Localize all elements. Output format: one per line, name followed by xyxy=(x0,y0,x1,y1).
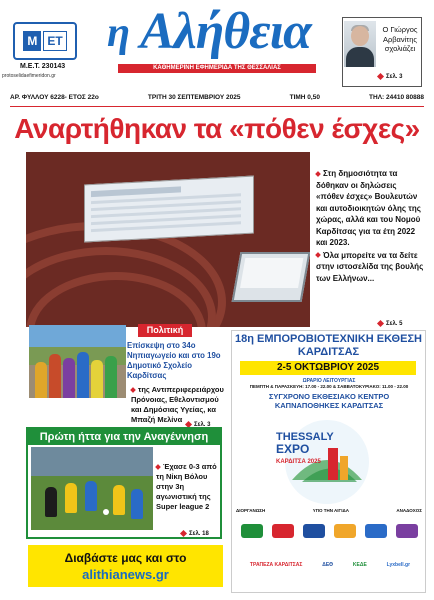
divider xyxy=(10,106,424,107)
expo-title: 18η ΕΜΠΟΡΟΒΙΟΤΕΧΝΙΚΗ ΕΚΘΕΣΗ ΚΑΡΔΙΤΣΑΣ xyxy=(234,333,422,358)
logo-line-2: EXPO xyxy=(276,442,310,456)
met-number: Μ.Ε.Τ. 230143 xyxy=(20,63,66,70)
sports-page-ref: Σελ. 18 xyxy=(181,531,209,537)
politics-section-label: Πολιτική xyxy=(138,324,192,337)
bullet-icon xyxy=(130,387,136,393)
expo-organizer-logos xyxy=(236,524,422,538)
logo-line-1: THESSALY xyxy=(276,431,334,443)
expo-hours xyxy=(236,378,422,390)
politics-page-ref: Σελ. 3 xyxy=(186,422,210,428)
thessaly-expo-logo xyxy=(262,410,392,505)
politics-photo xyxy=(29,325,126,398)
newspaper-title-prefix: η xyxy=(107,10,131,56)
sponsor-1: ΤΡΑΠΕΖΑ ΚΑΡΔΙΤΣΑΣ xyxy=(249,562,303,568)
met-logo-left: Μ xyxy=(23,31,41,51)
columnist-photo xyxy=(344,21,376,67)
columnist-text: Ο Γιώργος Αρβανίτης σχολιάζει xyxy=(382,25,418,53)
diamond-icon xyxy=(377,73,384,80)
issue-price: ΤΙΜΗ 0,50 xyxy=(289,94,320,101)
bullet-icon xyxy=(315,171,321,177)
lead-page-ref: Σελ. 5 xyxy=(378,321,402,327)
lead-paragraph-2: Όλα μπορείτε να τα δείτε στην ιστοσελίδα της βουλής των Ελλήνων... xyxy=(316,250,424,283)
source-credit: protoselidaefimeridon.gr xyxy=(2,73,56,79)
sports-headline[interactable]: Πρώτη ήττα για την Αναγέννηση xyxy=(28,429,220,445)
expo-hours-heading: ΩΡΑΡΙΟ ΛΕΙΤΟΥΡΓΙΑΣ xyxy=(302,378,356,384)
lead-paragraph-1: Στη δημοσιότητα τα δόθηκαν οι δηλώσεις «πόθεν έσχες» Βουλευτών και αυτοδιοικητών όλης της χώρας, αλλά και του Νομού Καρδίτσας για τα έτη 2022 και 2023. xyxy=(316,169,421,247)
newspaper-title: Αλήθεια xyxy=(140,3,311,60)
sponsor-2: ΔΕΘ xyxy=(322,562,334,568)
issue-date: ΤΡΙΤΗ 30 ΣΕΠΤΕΜΒΡΙΟΥ 2025 xyxy=(147,94,241,101)
politics-headline[interactable]: Επίσκεψη στο 34ο Νηπιαγωγείο και στο 19ο Δημοτικό Σχολείο Καρδίτσας xyxy=(127,341,221,380)
issue-info xyxy=(10,94,424,105)
footer-auspices: ΥΠΟ ΤΗΝ ΑΙΓΙΔΑ xyxy=(312,508,349,513)
footer-contractor: ΑΝΑΔΟΧΟΣ xyxy=(396,508,422,513)
columnist-page-ref: Σελ. 3 xyxy=(378,74,402,80)
bullet-icon xyxy=(155,464,161,470)
footer-organizer: ΔΙΟΡΓΑΝΩΣΗ xyxy=(236,508,266,513)
issue-phone: ΤΗΛ: 24410 80888 xyxy=(369,94,424,101)
lead-headline[interactable]: Αναρτήθηκαν τα «πόθεν έσχες» xyxy=(14,113,420,144)
expo-sponsors xyxy=(240,560,420,570)
expo-hours-text: ΠΕΜΠΤΗ & ΠΑΡΑΣΚΕΥΗ: 17.00 - 22.00 & ΣΑΒΒΑΤΟΚΥΡΙΑΚΟ: 11.00 - 22.00 xyxy=(249,384,409,389)
met-logo xyxy=(13,22,77,60)
lead-photo-parliament xyxy=(26,152,310,327)
politics-text: της Αντιπεριφερειάρχου Πρόνοιας, Εθελοντισμού και Δημόσιας Υγείας, κα Μπαζή Μελίνα xyxy=(131,385,224,424)
diamond-icon xyxy=(180,530,187,537)
website-promo[interactable] xyxy=(28,545,223,587)
diamond-icon xyxy=(377,320,384,327)
sponsor-3: ΚΕΔΕ xyxy=(352,562,367,568)
promo-website-link[interactable]: alithianews.gr xyxy=(82,567,169,582)
sponsor-4: Lyxbell.gr xyxy=(386,562,411,568)
expo-footer xyxy=(236,508,422,513)
expo-dates: 2-5 ΟΚΤΩΒΡΙΟΥ 2025 xyxy=(240,361,416,375)
sports-text: Έχασε 0-3 από τη Νίκη Βόλου στην 3η αγωνιστική της Super league 2 xyxy=(156,462,217,511)
lead-text xyxy=(316,168,426,285)
bullet-icon xyxy=(315,253,321,259)
issue-sheet: ΑΡ. ΦΥΛΛΟΥ 6228- ΕΤΟΣ 22ο xyxy=(10,94,99,101)
logo-line-3: ΚΑΡΔΙΤΣΑ 2025 xyxy=(276,459,321,465)
promo-line-1: Διαβάστε μας και στο xyxy=(64,551,187,565)
met-logo-right: ΕΤ xyxy=(43,31,66,51)
expo-venue: ΣΥΓΧΡΟΝΟ ΕΚΘΕΣΙΑΚΟ ΚΕΝΤΡΟ ΚΑΠΝΑΠΟΘΗΚΕΣ ΚΑΡΔΙΤΣΑΣ xyxy=(268,392,390,410)
sports-photo xyxy=(31,447,153,530)
newspaper-tagline: ΚΑΘΗΜΕΡΙΝΗ ΕΦΗΜΕΡΙΔΑ ΤΗΣ ΘΕΣΣΑΛΙΑΣ xyxy=(118,64,316,73)
